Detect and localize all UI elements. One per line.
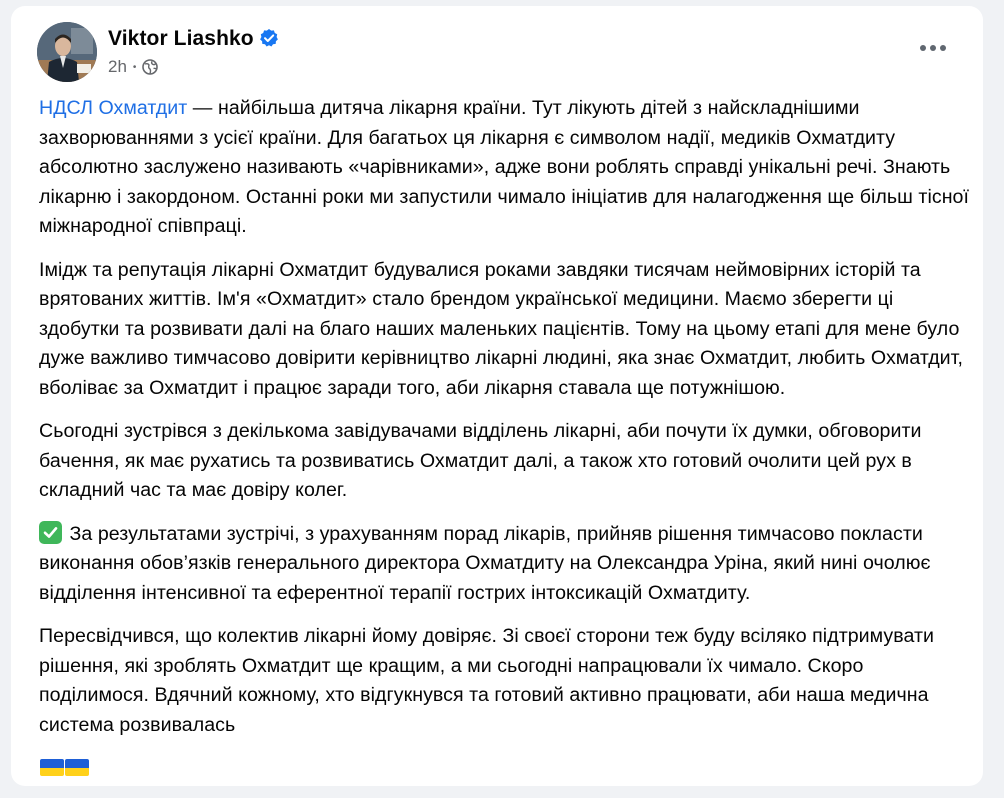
check-mark-icon bbox=[39, 521, 62, 544]
hospital-link[interactable]: НДСЛ Охматдит bbox=[39, 97, 188, 119]
post-paragraph-3 bbox=[39, 417, 974, 506]
paragraph-text: — найбільша дитяча лікарня країни. Тут лікують дітей з найскладнішими захворюваннями з усієї країни. Для багатьох ця лікарня є символом надії, медиків Охматдиту абсолютно заслужено називають «чарівниками», адже вони роблять справді унікальні речі. Знають лікарню і закордоном. Останні роки ми запустили чимало ініціатив для налагодження ще більш тісної міжнародної співпраці. bbox=[39, 97, 970, 237]
ukraine-flag-icon bbox=[242, 716, 266, 733]
post-text bbox=[39, 94, 974, 798]
more-dot bbox=[930, 45, 936, 51]
post-time[interactable]: 2h bbox=[108, 57, 127, 76]
post-paragraph-1 bbox=[39, 94, 974, 242]
post-card bbox=[11, 6, 983, 786]
more-dot bbox=[940, 45, 946, 51]
more-options-icon[interactable] bbox=[915, 36, 951, 60]
globe-icon[interactable] bbox=[142, 59, 158, 75]
post-paragraph-4 bbox=[39, 520, 974, 609]
verified-badge-icon bbox=[259, 28, 279, 48]
paragraph-text: Сьогодні зустрівся з декількома завідувачами відділень лікарні, аби почути їх думки, обговорити бачення, як має рухатись та розвиватись Охматдит далі, а також хто готовий очолити цей рух в складний час та має довіру колег. bbox=[39, 420, 922, 501]
avatar-photo bbox=[37, 22, 97, 82]
paragraph-text: За результатами зустрічі, з урахуванням порад лікарів, прийняв рішення тимчасово покласти виконання обов’язків генерального директора Охматдиту на Олександра Уріна, який нині очолює відділення інтенсивної та еферентної терапії гострих інтоксикацій Охматдиту. bbox=[39, 522, 931, 604]
post-paragraph-2 bbox=[39, 256, 974, 404]
post-paragraph-5 bbox=[39, 622, 974, 740]
author-name[interactable]: Viktor Liashko bbox=[108, 27, 254, 50]
more-dot bbox=[920, 45, 926, 51]
paragraph-text: Пересвідчився, що колектив лікарні йому довіряє. Зі своєї сторони теж буду всіляко підтримувати рішення, які зроблять Охматдит ще кращим, а ми сьогодні напрацювали їх чимало. Скоро поділимося. Вдячний кожному, хто відгукнувся та готовий активно працювати, аби наша медична система розвивалась bbox=[39, 625, 935, 736]
avatar[interactable] bbox=[37, 22, 97, 82]
post-meta bbox=[108, 57, 158, 77]
paragraph-text: Імідж та репутація лікарні Охматдит будувалися роками завдяки тисячам неймовірних історій та врятованих життів. Ім'я «Охматдит» стало брендом української медицини. Маємо зберегти ці здобутки та розвивати далі на благо наших маленьких пацієнтів. Тому на цьому етапі для мене було дуже важливо тимчасово довірити керівництво лікарні людині, яка знає Охматдит, любить Охматдит, вболіває за Охматдит і працює заради того, аби лікарня ставала ще потужнішою. bbox=[39, 258, 964, 399]
meta-separator: • bbox=[132, 61, 137, 73]
